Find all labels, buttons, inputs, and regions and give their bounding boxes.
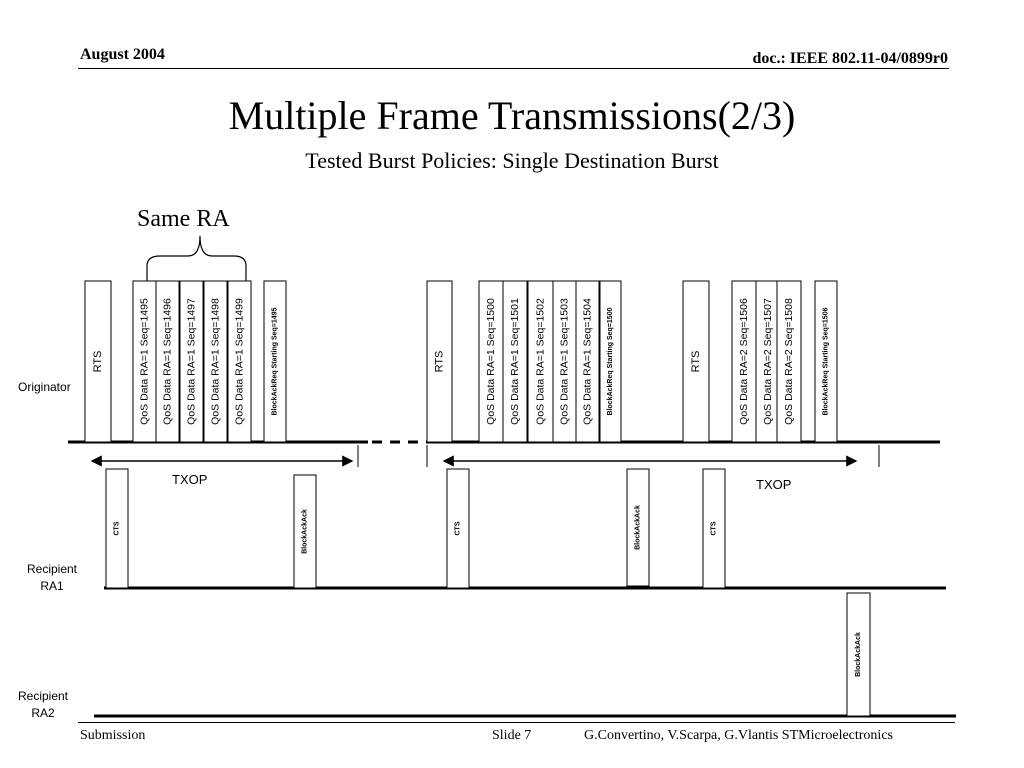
qos-data-frame-label: QoS Data RA=2 Seq=1507: [762, 298, 774, 425]
slide-title: Multiple Frame Transmissions(2/3): [228, 93, 796, 138]
qos-data-frame-label: QoS Data RA=2 Seq=1506: [738, 298, 750, 425]
cts-frame-label: CTS: [710, 521, 718, 536]
blockackreq-frame: [264, 281, 286, 442]
qos-data-frame: [777, 281, 801, 442]
cts-frame-label: CTS: [454, 521, 462, 536]
blockackack-frame-label: BlockAckAck: [855, 632, 862, 677]
qos-data-frame-label: QoS Data RA=1 Seq=1502: [534, 298, 547, 425]
blockackack-frame: [627, 469, 649, 586]
blockackreq-frame-label: BlockAckReq Starting Seq=1506: [822, 307, 830, 416]
same-ra-brace: [147, 236, 246, 281]
qos-data-frame: [228, 281, 251, 442]
rts-frame-label: RTS: [690, 350, 702, 373]
blockackack-frame: [294, 475, 316, 588]
qos-data-frame: [576, 281, 599, 442]
qos-data-frame: [553, 281, 576, 442]
qos-data-frame: [479, 281, 503, 442]
qos-data-frame: [756, 281, 780, 442]
rts-frame: [427, 281, 452, 442]
qos-data-frame-label: QoS Data RA=1 Seq=1497: [185, 298, 198, 425]
qos-data-frame: [528, 281, 553, 442]
qos-data-frame: [180, 281, 203, 442]
originator-label: Originator: [18, 380, 71, 394]
footer-divider: [78, 722, 955, 723]
qos-data-frame-label: QoS Data RA=1 Seq=1496: [161, 298, 174, 425]
qos-data-frame-label: QoS Data RA=1 Seq=1500: [485, 298, 497, 425]
qos-data-frame: [503, 281, 527, 442]
recipient-ra1-label: Recipient RA1: [26, 562, 78, 593]
qos-data-frame-label: QoS Data RA=1 Seq=1503: [558, 298, 571, 425]
qos-data-frame: [133, 281, 156, 442]
qos-data-frame: [204, 281, 227, 442]
footer-slide-number: Slide 7: [492, 728, 532, 743]
recipient-ra2-label: Recipient RA2: [17, 689, 69, 720]
qos-data-frame-label: QoS Data RA=2 Seq=1508: [783, 298, 795, 425]
rts-frame-label: RTS: [433, 350, 446, 373]
rts-frame: [85, 281, 111, 442]
footer-submission: Submission: [80, 728, 146, 743]
blockackack-frame: [847, 593, 870, 716]
qos-data-frame-label: QoS Data RA=1 Seq=1498: [209, 298, 222, 425]
footer-authors: G.Convertino, V.Scarpa, G.Vlantis STMicroelectronics: [584, 728, 893, 743]
cts-frame: [106, 469, 128, 588]
rts-frame: [683, 281, 709, 442]
txop-label-1: TXOP: [172, 472, 208, 487]
blockackreq-frame-label: BlockAckReq Starting Seq=1495: [271, 307, 279, 416]
qos-data-frame: [732, 281, 756, 442]
txop-label-2: TXOP: [756, 477, 792, 492]
qos-data-frame-label: QoS Data RA=1 Seq=1501: [509, 298, 521, 425]
qos-data-frame-label: QoS Data RA=1 Seq=1499: [233, 298, 246, 425]
cts-frame-label: CTS: [113, 521, 121, 536]
header-date: August 2004: [80, 46, 165, 63]
blockackack-frame-label: BlockAckAck: [634, 505, 642, 550]
blockackreq-frame-label: BlockAckReq Starting Seq=1500: [607, 307, 614, 416]
cts-frame: [447, 469, 469, 588]
same-ra-annotation: Same RA: [137, 206, 230, 232]
blockackreq-frame: [815, 281, 837, 442]
cts-frame: [703, 469, 725, 588]
blockackack-frame-label: BlockAckAck: [301, 509, 309, 554]
slide-subtitle: Tested Burst Policies: Single Destination Burst: [305, 148, 719, 173]
qos-data-frame: [156, 281, 179, 442]
rts-frame-label: RTS: [92, 350, 104, 373]
qos-data-frame-label: QoS Data RA=1 Seq=1495: [138, 298, 151, 425]
qos-data-frame-label: QoS Data RA=1 Seq=1504: [581, 298, 594, 425]
header-doc-id: doc.: IEEE 802.11-04/0899r0: [752, 50, 948, 67]
blockackreq-frame: [600, 281, 621, 442]
